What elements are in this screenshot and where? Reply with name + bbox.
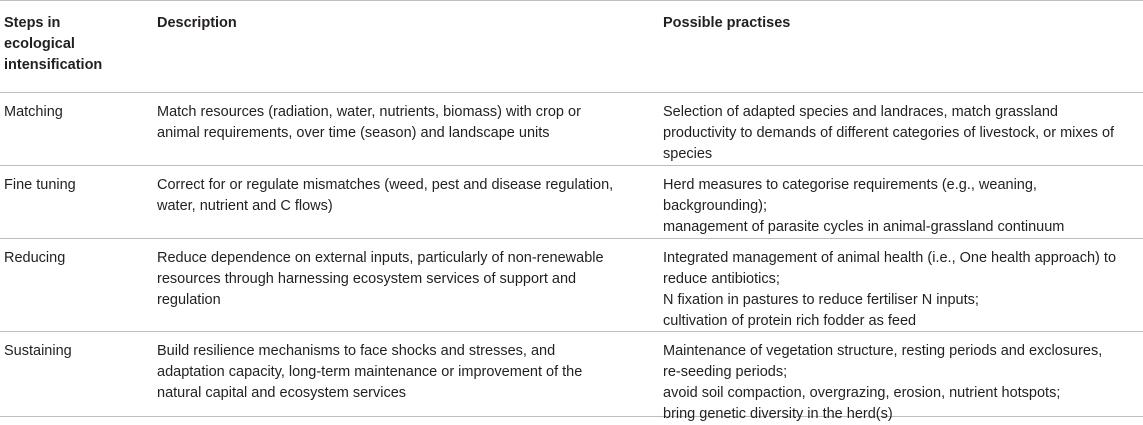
step-cell: Fine tuning xyxy=(4,177,76,193)
practises-cell: Integrated management of animal health (i.e., One health approach) to reduce antibiotics; N fixation in pastures to reduce fertiliser N inputs; cultivation of protein rich fodder as feed xyxy=(663,250,1117,329)
header-steps: Steps in ecological intensification xyxy=(4,15,103,73)
practises-cell: Herd measures to categorise requirements (e.g., weaning, backgrounding); management of parasite cycles in animal-grassland continuum xyxy=(663,177,1065,235)
step-cell: Matching xyxy=(4,104,63,120)
header-description: Description xyxy=(157,15,237,31)
table-row xyxy=(0,166,1143,239)
practises-cell: Maintenance of vegetation structure, resting periods and exclosures, re-seeding periods; avoid soil compaction, overgrazing, erosion, nutrient hotspots; bring genetic diversity in the herd(s) xyxy=(663,343,1103,422)
practises-cell: Selection of adapted species and landraces, match grassland productivity to demands of different categories of livestock, or mixes of species xyxy=(663,104,1115,162)
header-practises: Possible practises xyxy=(663,15,791,31)
table-header-row xyxy=(0,0,1143,93)
step-cell: Sustaining xyxy=(4,343,72,359)
description-cell: Match resources (radiation, water, nutrients, biomass) with crop or animal requirements, over time (season) and landscape units xyxy=(157,104,581,141)
description-cell: Build resilience mechanisms to face shocks and stresses, and adaptation capacity, long-term maintenance or improvement of the natural capital and ecosystem services xyxy=(157,343,583,401)
description-cell: Correct for or regulate mismatches (weed, pest and disease regulation, water, nutrient and C flows) xyxy=(157,177,614,214)
table-row xyxy=(0,239,1143,332)
table-row xyxy=(0,332,1143,422)
description-cell: Reduce dependence on external inputs, particularly of non-renewable resources through harnessing ecosystem services of support and regulation xyxy=(157,250,604,308)
step-cell: Reducing xyxy=(4,250,66,266)
table-row xyxy=(0,93,1143,166)
